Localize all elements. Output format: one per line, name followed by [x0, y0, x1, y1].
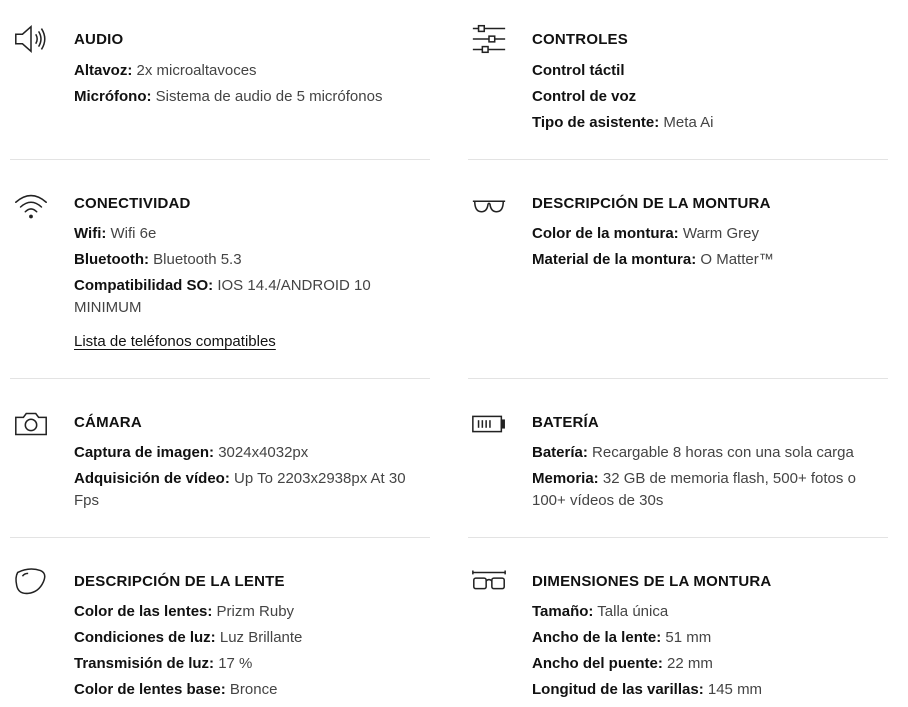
section-title: CÁMARA — [74, 414, 142, 431]
spec-list — [532, 601, 888, 705]
spec-row: Captura de imagen: 3024x4032px — [74, 444, 309, 461]
spec-row: Memoria: 32 GB de memoria flash, 500+ fotos o 100+ vídeos de 30s — [532, 470, 856, 509]
sliders-icon — [470, 22, 508, 56]
spec-row: Tipo de asistente: Meta Ai — [532, 114, 714, 131]
spec-row: Longitud de las varillas: 145 mm — [532, 681, 763, 698]
spec-row: Material de la montura: O Matter™ — [532, 251, 774, 268]
spec-row: Color de lentes base: Bronce — [74, 681, 278, 698]
spec-list — [532, 60, 888, 138]
spec-row: Control de voz — [532, 88, 637, 105]
battery-icon — [470, 407, 508, 441]
glasses-frame-icon — [470, 190, 508, 224]
camera-icon — [12, 407, 50, 441]
section-controles — [468, 0, 888, 160]
spec-row: Color de las lentes: Prizm Ruby — [74, 603, 295, 620]
spec-row: Ancho de la lente: 51 mm — [532, 629, 712, 646]
section-title: CONTROLES — [532, 31, 628, 48]
spec-row: Altavoz: 2x microaltavoces — [74, 62, 257, 79]
specs-right-column — [468, 0, 888, 707]
section-bateria — [468, 379, 888, 538]
section-title: AUDIO — [74, 31, 124, 48]
spec-row: Control táctil — [532, 62, 625, 79]
spec-row: Bluetooth: Bluetooth 5.3 — [74, 251, 242, 268]
speaker-icon — [12, 22, 50, 56]
spec-list — [532, 223, 888, 275]
spec-row: Wifi: Wifi 6e — [74, 225, 157, 242]
section-lente — [10, 538, 430, 707]
spec-list — [532, 442, 884, 516]
spec-row: Adquisición de vídeo: Up To 2203x2938px At 30 Fps — [74, 470, 406, 509]
section-conectividad — [10, 160, 430, 379]
spec-row: Ancho del puente: 22 mm — [532, 655, 713, 672]
section-montura — [468, 160, 888, 379]
compatible-phones-link[interactable]: Lista de teléfonos compatibles — [74, 333, 276, 350]
spec-row: Batería: Recargable 8 horas con una sola carga — [532, 444, 854, 461]
wifi-icon — [12, 190, 50, 224]
spec-list — [74, 442, 414, 516]
section-title: CONECTIVIDAD — [74, 195, 191, 212]
section-title: DIMENSIONES DE LA MONTURA — [532, 573, 772, 590]
spec-row: Color de la montura: Warm Grey — [532, 225, 759, 242]
glasses-dimensions-icon — [470, 564, 508, 598]
spec-list — [74, 60, 430, 112]
section-dimensiones — [468, 538, 888, 707]
specs-left-column — [10, 0, 430, 707]
spec-row: Compatibilidad SO: IOS 14.4/ANDROID 10 MINIMUM — [74, 277, 371, 316]
spec-row: Transmisión de luz: 17 % — [74, 655, 253, 672]
lens-icon — [12, 564, 50, 598]
spec-row: Micrófono: Sistema de audio de 5 micrófonos — [74, 88, 383, 105]
section-camara — [10, 379, 430, 538]
spec-list — [74, 223, 430, 353]
spec-row: Tamaño: Talla única — [532, 603, 669, 620]
section-title: DESCRIPCIÓN DE LA MONTURA — [532, 195, 771, 212]
spec-row: Condiciones de luz: Luz Brillante — [74, 629, 303, 646]
section-title: BATERÍA — [532, 414, 599, 431]
spec-list — [74, 601, 430, 705]
section-audio — [10, 0, 430, 160]
section-title: DESCRIPCIÓN DE LA LENTE — [74, 573, 285, 590]
